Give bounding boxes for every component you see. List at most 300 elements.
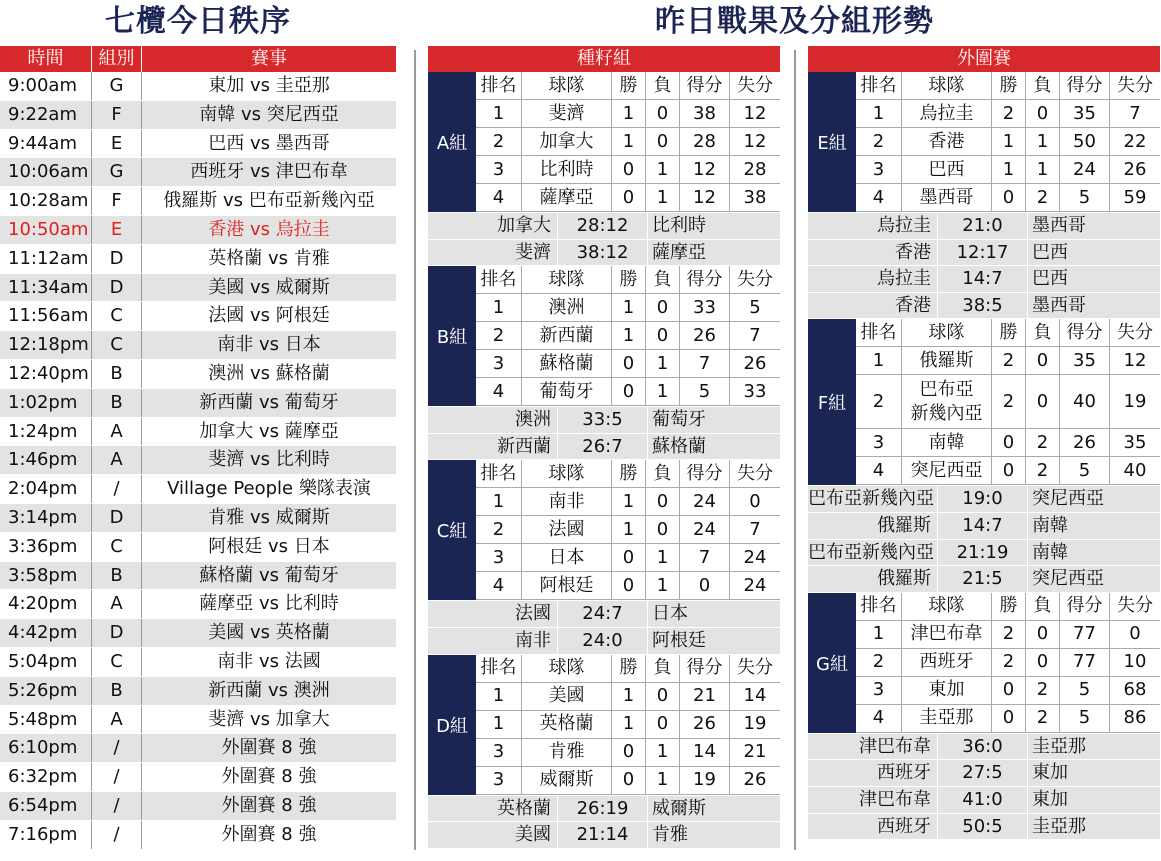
header-loss: 負 bbox=[646, 266, 680, 293]
standing-team: 澳洲 bbox=[522, 294, 612, 321]
standing-points-for: 26 bbox=[680, 711, 730, 738]
schedule-time: 1:46pm bbox=[0, 446, 92, 474]
result-row bbox=[808, 566, 1160, 593]
result-score: 26:19 bbox=[558, 796, 648, 822]
result-team-a: 澳洲 bbox=[428, 407, 558, 433]
standing-loss: 1 bbox=[1026, 128, 1060, 155]
standing-win: 1 bbox=[612, 100, 646, 127]
standing-team: 西班牙 bbox=[902, 649, 992, 676]
standing-points-for: 26 bbox=[1060, 429, 1110, 456]
seed-panel-header: 種籽組 bbox=[428, 46, 780, 72]
schedule-match: 英格蘭 vs 肯雅 bbox=[208, 247, 330, 269]
standing-loss: 1 bbox=[646, 350, 680, 377]
standing-points-for: 28 bbox=[680, 128, 730, 155]
standing-loss: 1 bbox=[646, 572, 680, 599]
header-team: 球隊 bbox=[522, 266, 612, 293]
result-score: 28:12 bbox=[558, 213, 648, 239]
header-rank: 排名 bbox=[856, 593, 902, 620]
result-score: 36:0 bbox=[938, 734, 1028, 760]
schedule-row bbox=[0, 619, 396, 648]
standing-row bbox=[476, 572, 780, 600]
standing-loss: 2 bbox=[1026, 705, 1060, 732]
header-win: 勝 bbox=[992, 319, 1026, 346]
standing-points-against: 0 bbox=[749, 490, 761, 512]
schedule-time: 6:32pm bbox=[0, 763, 92, 791]
standing-row bbox=[476, 322, 780, 350]
standing-points-against: 33 bbox=[743, 380, 767, 402]
standing-loss: 0 bbox=[1026, 621, 1060, 648]
result-row bbox=[428, 434, 780, 461]
standing-loss: 0 bbox=[1026, 100, 1060, 127]
schedule-group: / bbox=[92, 792, 142, 820]
schedule-time: 12:40pm bbox=[0, 360, 92, 388]
schedule-match: 外圍賽 8 強 bbox=[221, 794, 317, 816]
standing-win: 1 bbox=[612, 128, 646, 155]
standing-win: 1 bbox=[612, 711, 646, 738]
schedule-match: 美國 vs 英格蘭 bbox=[208, 622, 330, 644]
standing-points-for: 35 bbox=[1060, 347, 1110, 374]
schedule-time: 9:22am bbox=[0, 101, 92, 129]
standing-team: 津巴布韋 bbox=[902, 621, 992, 648]
result-team-b: 南韓 bbox=[1032, 514, 1068, 536]
result-team-b: 東加 bbox=[1032, 762, 1068, 784]
result-row bbox=[428, 240, 780, 267]
result-team-b: 蘇格蘭 bbox=[652, 435, 706, 457]
standing-points-for: 50 bbox=[1060, 128, 1110, 155]
result-team-a: 美國 bbox=[428, 822, 558, 848]
result-team-b: 圭亞那 bbox=[1032, 735, 1086, 757]
standing-row bbox=[476, 184, 780, 212]
schedule-match: 外圍賽 8 強 bbox=[221, 823, 317, 845]
group-label: G組 bbox=[808, 593, 856, 733]
schedule-row bbox=[0, 389, 396, 418]
standing-points-for: 19 bbox=[680, 767, 730, 794]
result-row bbox=[428, 213, 780, 240]
result-row bbox=[808, 240, 1160, 267]
group-header-row bbox=[856, 319, 1160, 347]
result-row bbox=[428, 601, 780, 628]
result-team-b: 薩摩亞 bbox=[652, 241, 706, 263]
schedule-time: 5:04pm bbox=[0, 648, 92, 676]
standing-points-against: 19 bbox=[743, 713, 767, 735]
schedule-group: A bbox=[92, 418, 142, 446]
standing-team: 阿根廷 bbox=[522, 572, 612, 599]
schedule-time: 2:04pm bbox=[0, 475, 92, 503]
result-team-b: 葡萄牙 bbox=[652, 409, 706, 431]
standing-row bbox=[856, 100, 1160, 128]
standing-points-for: 35 bbox=[1060, 100, 1110, 127]
result-row bbox=[428, 628, 780, 655]
standing-points-for: 21 bbox=[680, 683, 730, 710]
result-team-a: 加拿大 bbox=[428, 213, 558, 239]
standing-loss: 0 bbox=[646, 100, 680, 127]
result-score: 24:0 bbox=[558, 628, 648, 654]
header-pf: 得分 bbox=[680, 72, 730, 99]
standing-team: 薩摩亞 bbox=[522, 184, 612, 211]
standing-rank: 2 bbox=[476, 516, 522, 543]
standing-row bbox=[476, 767, 780, 795]
standing-rank: 1 bbox=[476, 488, 522, 515]
header-loss: 負 bbox=[646, 460, 680, 487]
standing-win: 2 bbox=[992, 375, 1026, 428]
standing-row bbox=[476, 156, 780, 184]
result-team-b: 肯雅 bbox=[652, 824, 688, 846]
schedule-row bbox=[0, 72, 396, 101]
result-team-a: 南非 bbox=[428, 628, 558, 654]
standing-team: 俄羅斯 bbox=[902, 347, 992, 374]
standing-points-for: 77 bbox=[1060, 649, 1110, 676]
header-pf: 得分 bbox=[680, 460, 730, 487]
standing-rank: 2 bbox=[856, 649, 902, 676]
standing-win: 1 bbox=[992, 128, 1026, 155]
standing-row bbox=[476, 294, 780, 322]
schedule-row bbox=[0, 158, 396, 187]
standing-win: 1 bbox=[612, 683, 646, 710]
standing-loss: 0 bbox=[646, 128, 680, 155]
result-row bbox=[428, 407, 780, 434]
schedule-time: 10:06am bbox=[0, 158, 92, 186]
group-header-row bbox=[856, 72, 1160, 100]
standing-loss: 0 bbox=[1026, 375, 1060, 428]
standing-rank: 1 bbox=[476, 711, 522, 738]
standing-loss: 1 bbox=[646, 544, 680, 571]
standing-points-for: 5 bbox=[1060, 705, 1110, 732]
result-team-b: 墨西哥 bbox=[1032, 294, 1086, 316]
seed-body bbox=[428, 72, 780, 849]
standing-points-against: 26 bbox=[743, 352, 767, 374]
schedule-time: 4:42pm bbox=[0, 619, 92, 647]
standing-row bbox=[856, 128, 1160, 156]
header-team: 球隊 bbox=[902, 72, 992, 99]
standing-rank: 3 bbox=[856, 429, 902, 456]
standing-points-for: 40 bbox=[1060, 375, 1110, 428]
schedule-group: E bbox=[92, 216, 142, 244]
schedule-time: 9:00am bbox=[0, 72, 92, 100]
standing-rank: 4 bbox=[476, 572, 522, 599]
schedule-row bbox=[0, 562, 396, 591]
standing-win: 2 bbox=[992, 649, 1026, 676]
schedule-time: 4:20pm bbox=[0, 590, 92, 618]
schedule-row bbox=[0, 302, 396, 331]
plate-panel bbox=[808, 46, 1160, 840]
schedule-row bbox=[0, 706, 396, 735]
standing-win: 1 bbox=[612, 322, 646, 349]
schedule-group: B bbox=[92, 389, 142, 417]
result-team-a: 英格蘭 bbox=[428, 796, 558, 822]
standing-team: 香港 bbox=[902, 128, 992, 155]
schedule-group: B bbox=[92, 677, 142, 705]
header-win: 勝 bbox=[612, 72, 646, 99]
result-team-a: 津巴布韋 bbox=[808, 787, 938, 813]
schedule-row bbox=[0, 734, 396, 763]
standing-points-for: 24 bbox=[1060, 156, 1110, 183]
result-team-b: 巴西 bbox=[1032, 268, 1068, 290]
schedule-group: G bbox=[92, 158, 142, 186]
standing-team: 斐濟 bbox=[522, 100, 612, 127]
schedule-match: 新西蘭 vs 澳洲 bbox=[208, 679, 330, 701]
result-score: 21:0 bbox=[938, 213, 1028, 239]
schedule-group: / bbox=[92, 475, 142, 503]
schedule-time: 9:44am bbox=[0, 130, 92, 158]
standing-points-for: 12 bbox=[680, 184, 730, 211]
schedule-row bbox=[0, 331, 396, 360]
result-row bbox=[808, 540, 1160, 567]
schedule-time: 10:28am bbox=[0, 187, 92, 215]
standing-rank: 1 bbox=[856, 347, 902, 374]
result-score: 21:19 bbox=[938, 540, 1028, 566]
group-block bbox=[808, 72, 1160, 213]
group-table bbox=[476, 655, 780, 795]
standing-loss: 1 bbox=[646, 739, 680, 766]
team-name-line: 新幾內亞 bbox=[910, 402, 983, 424]
standing-win: 0 bbox=[612, 767, 646, 794]
schedule-group: D bbox=[92, 619, 142, 647]
standing-points-for: 7 bbox=[680, 350, 730, 377]
header-rank: 排名 bbox=[476, 72, 522, 99]
standing-points-against: 21 bbox=[743, 741, 767, 763]
group-header-row bbox=[476, 72, 780, 100]
schedule-group: / bbox=[92, 821, 142, 849]
schedule-time: 3:58pm bbox=[0, 562, 92, 590]
header-pf: 得分 bbox=[680, 266, 730, 293]
schedule-match: 斐濟 vs 加拿大 bbox=[208, 708, 330, 730]
standing-points-for: 5 bbox=[680, 378, 730, 405]
result-team-a: 巴布亞新幾內亞 bbox=[808, 540, 938, 566]
schedule-group: E bbox=[92, 130, 142, 158]
group-table bbox=[856, 593, 1160, 733]
header-rank: 排名 bbox=[476, 266, 522, 293]
standing-rank: 3 bbox=[856, 156, 902, 183]
schedule-match: 阿根廷 vs 日本 bbox=[208, 535, 330, 557]
standing-row bbox=[476, 378, 780, 406]
standing-loss: 0 bbox=[646, 711, 680, 738]
standing-win: 0 bbox=[612, 378, 646, 405]
result-team-a: 巴布亞新幾內亞 bbox=[808, 486, 938, 512]
plate-panel-header: 外圍賽 bbox=[808, 46, 1160, 72]
result-score: 21:14 bbox=[558, 822, 648, 848]
standing-loss: 2 bbox=[1026, 677, 1060, 704]
schedule-match: 澳洲 vs 蘇格蘭 bbox=[208, 362, 330, 384]
result-score: 12:17 bbox=[938, 240, 1028, 266]
result-score: 26:7 bbox=[558, 434, 648, 460]
standing-win: 1 bbox=[612, 294, 646, 321]
schedule-match: 南非 vs 日本 bbox=[217, 334, 321, 356]
standing-rank: 1 bbox=[856, 621, 902, 648]
result-row bbox=[808, 760, 1160, 787]
standing-points-against: 7 bbox=[749, 518, 761, 540]
header-win: 勝 bbox=[612, 655, 646, 682]
standing-points-for: 5 bbox=[1060, 677, 1110, 704]
standing-loss: 1 bbox=[1026, 156, 1060, 183]
standing-win: 0 bbox=[992, 184, 1026, 211]
schedule-body bbox=[0, 72, 396, 850]
group-label: E組 bbox=[808, 72, 856, 212]
standing-win: 0 bbox=[612, 156, 646, 183]
standing-row bbox=[476, 711, 780, 739]
schedule-time: 3:36pm bbox=[0, 533, 92, 561]
standing-row bbox=[476, 516, 780, 544]
schedule-group: C bbox=[92, 331, 142, 359]
standing-points-against: 0 bbox=[1129, 623, 1141, 645]
standing-row bbox=[856, 457, 1160, 485]
standing-team: 比利時 bbox=[522, 156, 612, 183]
standing-rank: 4 bbox=[856, 184, 902, 211]
header-loss: 負 bbox=[1026, 319, 1060, 346]
result-row bbox=[808, 293, 1160, 320]
group-block bbox=[428, 266, 780, 407]
header-match: 賽事 bbox=[251, 48, 287, 69]
standing-points-for: 12 bbox=[680, 156, 730, 183]
result-row bbox=[808, 814, 1160, 841]
standing-points-against: 7 bbox=[749, 324, 761, 346]
standing-loss: 2 bbox=[1026, 457, 1060, 484]
standing-win: 0 bbox=[612, 739, 646, 766]
group-table bbox=[476, 460, 780, 600]
schedule-time: 1:24pm bbox=[0, 418, 92, 446]
result-team-b: 墨西哥 bbox=[1032, 215, 1086, 236]
standing-row bbox=[476, 128, 780, 156]
schedule-group: B bbox=[92, 562, 142, 590]
standing-win: 1 bbox=[612, 488, 646, 515]
result-team-a: 津巴布韋 bbox=[808, 734, 938, 760]
standing-rank: 1 bbox=[856, 100, 902, 127]
result-score: 27:5 bbox=[938, 760, 1028, 786]
result-row bbox=[808, 787, 1160, 814]
schedule-group: G bbox=[92, 72, 142, 100]
schedule-match: 南韓 vs 突尼西亞 bbox=[199, 103, 339, 125]
standing-points-for: 33 bbox=[680, 294, 730, 321]
standing-points-against: 19 bbox=[1123, 390, 1147, 412]
standing-team: 蘇格蘭 bbox=[522, 350, 612, 377]
standing-points-against: 68 bbox=[1123, 679, 1147, 701]
schedule-group: C bbox=[92, 302, 142, 330]
standing-team bbox=[902, 375, 992, 428]
standing-points-against: 35 bbox=[1123, 431, 1147, 453]
standing-rank: 4 bbox=[476, 184, 522, 211]
standing-points-against: 40 bbox=[1123, 459, 1147, 481]
standing-win: 0 bbox=[612, 184, 646, 211]
standing-team: 葡萄牙 bbox=[522, 378, 612, 405]
group-block bbox=[808, 319, 1160, 486]
standing-win: 0 bbox=[612, 350, 646, 377]
group-header-row bbox=[476, 655, 780, 683]
standing-win: 2 bbox=[992, 347, 1026, 374]
standing-team: 東加 bbox=[902, 677, 992, 704]
standing-row bbox=[856, 347, 1160, 375]
group-block bbox=[808, 593, 1160, 734]
schedule-row bbox=[0, 245, 396, 274]
standing-team: 法國 bbox=[522, 516, 612, 543]
standing-team: 肯雅 bbox=[522, 739, 612, 766]
schedule-match: 斐濟 vs 比利時 bbox=[208, 449, 330, 471]
standing-win: 0 bbox=[992, 677, 1026, 704]
standing-rank: 2 bbox=[476, 322, 522, 349]
standing-rank: 1 bbox=[476, 100, 522, 127]
result-team-a: 俄羅斯 bbox=[808, 513, 938, 539]
group-label: D組 bbox=[428, 655, 476, 795]
schedule-time: 10:50am bbox=[0, 216, 92, 244]
result-row bbox=[808, 266, 1160, 293]
standing-loss: 0 bbox=[646, 516, 680, 543]
schedule-title: 七欖今日秩序 bbox=[105, 4, 291, 39]
standing-win: 2 bbox=[992, 621, 1026, 648]
header-pf: 得分 bbox=[1060, 319, 1110, 346]
schedule-match: 外圍賽 8 強 bbox=[221, 766, 317, 788]
standing-loss: 0 bbox=[1026, 649, 1060, 676]
schedule-time: 5:48pm bbox=[0, 706, 92, 734]
standing-row bbox=[856, 156, 1160, 184]
standing-row bbox=[856, 649, 1160, 677]
group-table bbox=[856, 72, 1160, 212]
standing-loss: 0 bbox=[1026, 347, 1060, 374]
standing-points-against: 22 bbox=[1123, 130, 1147, 152]
result-row bbox=[428, 796, 780, 823]
schedule-row bbox=[0, 590, 396, 619]
result-team-b: 圭亞那 bbox=[1032, 815, 1086, 837]
header-rank: 排名 bbox=[476, 460, 522, 487]
schedule-row bbox=[0, 187, 396, 216]
schedule-group: D bbox=[92, 245, 142, 273]
schedule-group: F bbox=[92, 101, 142, 129]
standing-points-for: 24 bbox=[680, 516, 730, 543]
schedule-group: / bbox=[92, 763, 142, 791]
group-label: C組 bbox=[428, 460, 476, 600]
standing-win: 0 bbox=[992, 457, 1026, 484]
standing-row bbox=[476, 100, 780, 128]
result-team-a: 新西蘭 bbox=[428, 434, 558, 460]
standing-loss: 2 bbox=[1026, 429, 1060, 456]
result-score: 14:7 bbox=[938, 513, 1028, 539]
result-team-a: 烏拉圭 bbox=[808, 213, 938, 239]
header-rank: 排名 bbox=[476, 655, 522, 682]
schedule-row bbox=[0, 360, 396, 389]
standing-win: 2 bbox=[992, 100, 1026, 127]
schedule-time: 12:18pm bbox=[0, 331, 92, 359]
schedule-match: 加拿大 vs 薩摩亞 bbox=[199, 420, 339, 442]
header-win: 勝 bbox=[992, 72, 1026, 99]
standing-team: 南韓 bbox=[902, 429, 992, 456]
schedule-group: A bbox=[92, 446, 142, 474]
standing-rank: 2 bbox=[476, 128, 522, 155]
header-rank: 排名 bbox=[856, 319, 902, 346]
result-team-b: 南韓 bbox=[1032, 541, 1068, 563]
schedule-time: 11:34am bbox=[0, 274, 92, 302]
schedule-row bbox=[0, 533, 396, 562]
standing-points-against: 86 bbox=[1123, 707, 1147, 729]
schedule-match: 美國 vs 威爾斯 bbox=[208, 276, 330, 298]
schedule-match: 東加 vs 圭亞那 bbox=[208, 75, 330, 96]
schedule-group: A bbox=[92, 706, 142, 734]
header-time: 時間 bbox=[0, 46, 92, 72]
schedule-time: 3:14pm bbox=[0, 504, 92, 532]
schedule-match: 香港 vs 烏拉圭 bbox=[208, 218, 330, 240]
standing-points-against: 5 bbox=[749, 296, 761, 318]
standing-win: 0 bbox=[612, 544, 646, 571]
header-pf: 得分 bbox=[680, 655, 730, 682]
standing-row bbox=[476, 683, 780, 711]
standing-team: 日本 bbox=[522, 544, 612, 571]
header-team: 球隊 bbox=[522, 460, 612, 487]
header-pa: 失分 bbox=[1117, 74, 1153, 96]
result-score: 38:12 bbox=[558, 240, 648, 266]
result-score: 50:5 bbox=[938, 814, 1028, 840]
standing-points-against: 26 bbox=[743, 769, 767, 791]
group-table bbox=[856, 319, 1160, 485]
standing-rank: 3 bbox=[476, 544, 522, 571]
result-team-b: 巴西 bbox=[1032, 241, 1068, 263]
schedule-group: B bbox=[92, 360, 142, 388]
standing-row bbox=[856, 429, 1160, 457]
